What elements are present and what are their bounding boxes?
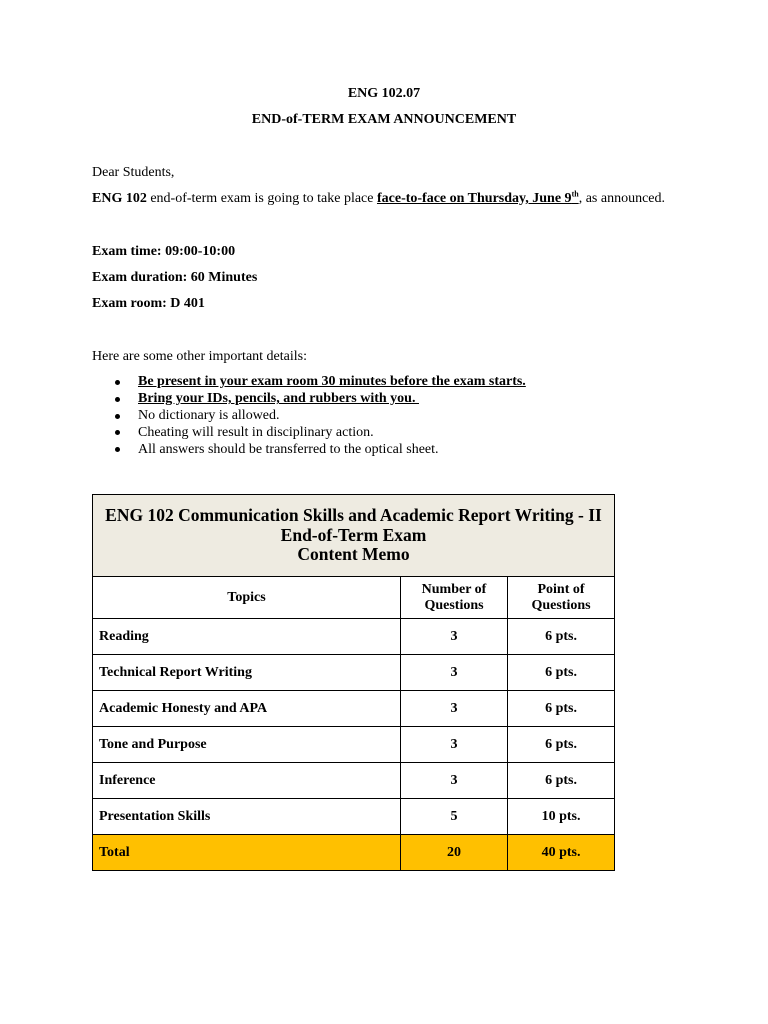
bullet-icon [92,408,138,425]
column-header-points: Point of Questions [508,577,615,619]
table-row: Technical Report Writing 3 6 pts. [93,655,615,691]
table-header-row [93,577,615,619]
intro-course: ENG 102 [92,191,147,206]
table-row: Presentation Skills 5 10 pts. [93,799,615,835]
ordinal-suffix: th [571,189,579,199]
announcement-title: END-of-TERM EXAM ANNOUNCEMENT [251,112,517,127]
table-row: Academic Honesty and APA 3 6 pts. [93,691,615,727]
list-item: Bring your IDs, pencils, and rubbers with you. [92,391,526,408]
greeting: Dear Students, [92,165,175,180]
bullet-icon [92,374,138,391]
table-total-row [93,835,615,871]
total-points: 40 pts. [508,835,615,871]
bullet-icon [92,441,138,458]
total-label: Total [93,835,401,871]
bullet-icon [92,391,138,408]
bullet-icon [92,424,138,441]
list-item: Cheating will result in disciplinary action. [92,424,526,441]
table-row: Tone and Purpose 3 6 pts. [93,727,615,763]
exam-duration: Exam duration: 60 Minutes [92,270,258,285]
memo-title-line1: ENG 102 Communication Skills and Academic Report Writing - II [105,505,602,526]
column-header-questions: Number of Questions [401,577,508,619]
memo-title-line3: Content Memo [297,544,410,565]
list-item: No dictionary is allowed. [92,408,526,425]
intro-end: , as announced. [578,191,665,206]
list-item: Be present in your exam room 30 minutes before the exam starts. [92,374,526,391]
intro-emphasis: face-to-face on Thursday, June 9th [376,189,579,206]
table-row: Inference 3 6 pts. [93,763,615,799]
details-list [92,374,526,458]
intro-paragraph [92,191,665,207]
memo-title [93,495,615,577]
memo-title-line2: End-of-Term Exam [280,524,427,545]
content-memo-table [92,494,615,871]
column-header-topics: Topics [93,577,401,619]
list-item: All answers should be transferred to the optical sheet. [92,441,526,458]
table-row: Reading 3 6 pts. [93,619,615,655]
intro-text: end-of-term exam is going to take place [146,191,377,206]
details-intro: Here are some other important details: [92,349,307,364]
exam-time: Exam time: 09:00-10:00 [92,244,236,259]
exam-room: Exam room: D 401 [92,296,205,311]
total-questions: 20 [401,835,508,871]
course-code: ENG 102.07 [347,86,421,101]
